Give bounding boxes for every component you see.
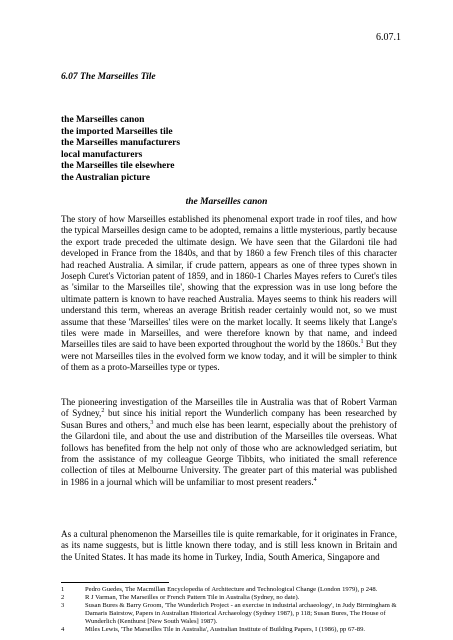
footnotes: [61, 586, 397, 634]
footnote-text: R J Varman, The Marseilles or French Pattern Tile in Australia (Sydney, no date).: [85, 594, 300, 601]
footnote: [61, 626, 397, 634]
contents-item: local manufacturers: [61, 149, 143, 160]
body-paragraph-2: [61, 397, 397, 488]
footnote: [61, 586, 397, 594]
paragraph-text: But they were not Marseilles tiles in the evolved form we know today, and it will be simpler to think of them as a proto-Marseilles type or types.: [61, 339, 397, 373]
footnote-ref: 3: [150, 419, 154, 426]
paragraph-text: and much else has been learnt, especially about the prehistory of the Gilardoni tile, and about the use and distribution of the Marseilles tile overseas. What follows has benefited from the help not only of those who are acknowledged seriatim, but from the assistance of my colleague George Tibbits, who initiated the small reference collection of tiles at Melbourne University. The greater part of this material was published in 1986 in a journal which will be unfamiliar to most present readers.: [61, 419, 397, 487]
contents-item: the imported Marseilles tile: [61, 126, 173, 137]
contents-list: [61, 115, 180, 184]
footnote-number: 1: [61, 586, 65, 593]
body-paragraph-1: [61, 214, 397, 374]
contents-item: the Australian picture: [61, 172, 151, 183]
subsection-heading: the Marseilles canon: [185, 197, 268, 207]
footnote-ref: 4: [313, 476, 317, 483]
footnote-ref: 1: [360, 339, 364, 346]
footnote-number: 2: [61, 594, 65, 601]
footnote: [61, 594, 397, 602]
contents-item: the Marseilles tile elsewhere: [61, 161, 175, 171]
footnote-ref: 2: [101, 408, 105, 415]
footnote-number: 4: [61, 626, 65, 633]
page-number: 6.07.1: [376, 32, 401, 43]
footnote-text: Susan Bures & Barry Groom, 'The Wunderlich Project - an exercise in industrial archaeology', in Judy Birmingham & Damaris Bairstow, Papers in Australian Historical Archaeology (Sydney 1987), p 118; Susan Bures, The House of Wunderlich (Kenthurst [New South Wales] 1987).: [85, 602, 397, 625]
paragraph-text: The pioneering investigation of the Marseilles tile in Australia was that of Robert Varman of Sydney,: [61, 397, 397, 419]
body-paragraph-3: As a cultural phenomenon the Marseilles tile is quite remarkable, for it originates in France, as its name suggests, but is little known there today, and is still less known in Britain and the United States. It has made its home in Turkey, India, South America, Singapore and: [61, 529, 397, 562]
footnote-text: Miles Lewis, 'The Marseilles Tile in Australia', Australian Institute of Building Papers, I (1986), pp 67-89.: [85, 626, 366, 633]
footnote: [61, 602, 397, 626]
contents-item: the Marseilles canon: [61, 115, 145, 125]
footnote-text: Pedro Guedes, The Macmillan Encyclopedia of Architecture and Technological Change (London 1979), p 248.: [85, 586, 378, 593]
footnote-rule: [61, 582, 169, 583]
contents-item: the Marseilles manufacturers: [61, 138, 181, 148]
paragraph-text: The story of how Marseilles established its phenomenal export trade in roof tiles, and how the typical Marseilles design came to be adopted, remains a little mysterious, partly because the export trade preceded the ultimate design. We have seen that the Gilardoni tile had developed in France from the 1840s, and that by 1860 a few French tiles of this character had reached Australia. A similar, if crude pattern, appears as one of three types shown in Joseph Curet's Victorian patent of 1859, and in 1860-1 Charles Mayes refers to Curet's tiles as 'similar to the Marseilles tile', showing that the expression was in use long before the ultimate pattern is known to have reached Australia. Mayes seems to think his readers will understand this term, whereas an average British reader certainly would not, so we must assume that these 'Marseilles' tiles were on the market locally. It seems likely that Lange's tiles were made in Marseilles, and were therefore known by that name, and indeed Marseilles tiles are said to have been exported throughout the world by the 1860s.: [61, 214, 397, 350]
footnote-number: 3: [61, 602, 65, 609]
section-heading: 6.07 The Marseilles Tile: [61, 72, 156, 82]
paragraph-text: but since his initial report the Wunderlich company has been researched by Susan Bures and others,: [61, 408, 397, 430]
